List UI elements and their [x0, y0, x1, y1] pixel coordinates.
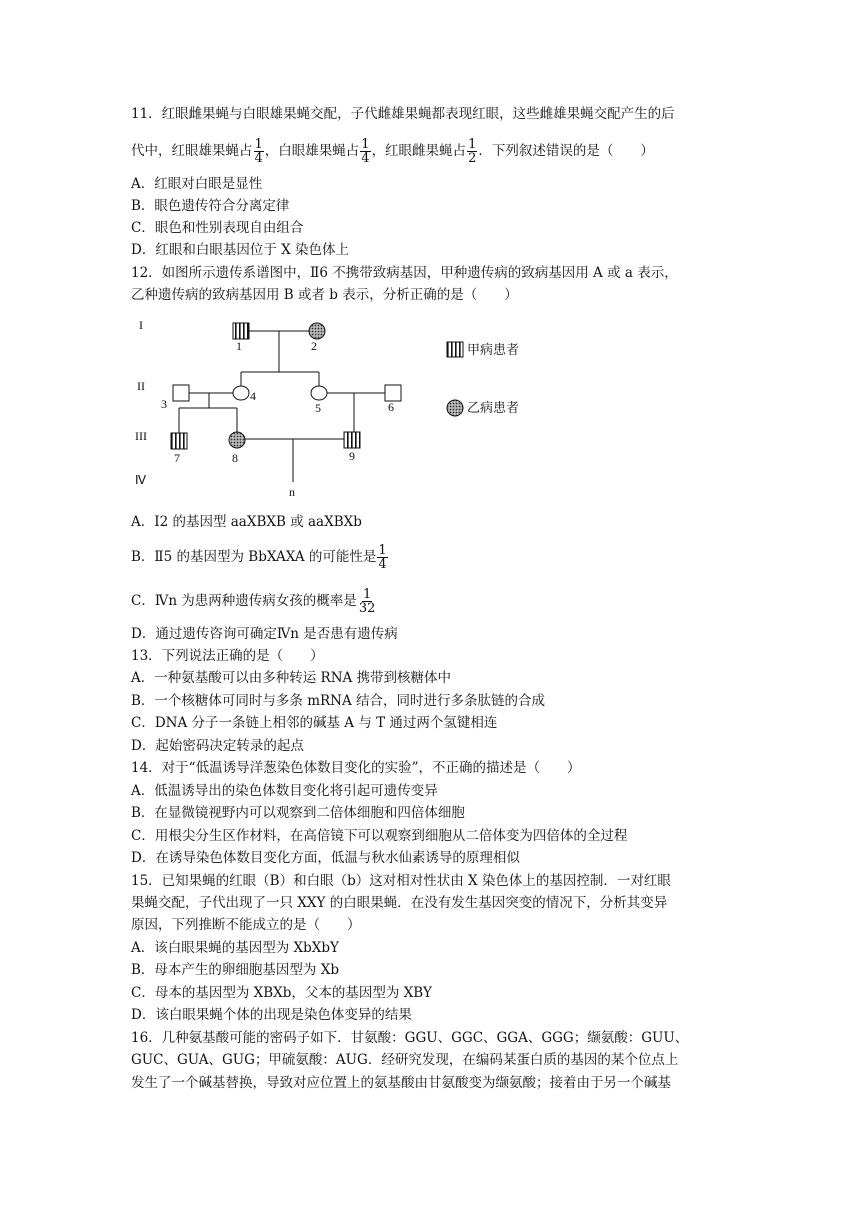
q14-stem: 14．对于“低温诱导洋葱染色体数目变化的实验”，不正确的描述是（ ）: [131, 760, 581, 776]
q13-option-c: C．DNA 分子一条链上相邻的碱基 A 与 T 通过两个氢键相连: [131, 715, 498, 731]
individual-8-label: 8: [232, 451, 238, 465]
individual-9-label: 9: [349, 449, 355, 463]
q15-stem-line1: 15．已知果蝇的红眼（B）和白眼（b）这对相对性状由 X 染色体上的基因控制．一对红眼: [131, 873, 671, 889]
q11-stem-line2: [131, 138, 654, 165]
q12-option-a: A．Ⅰ2 的基因型 aaXBXB 或 aaXBXb: [131, 514, 362, 530]
q12-option-b: [131, 544, 389, 571]
individual-7-male-jia: [171, 433, 187, 449]
q11-option-b: B．眼色遗传符合分离定律: [131, 198, 290, 214]
individual-1-label: 1: [236, 339, 242, 353]
legend-jia-symbol: [447, 342, 463, 357]
q12-option-d: D．通过遗传咨询可确定Ⅳn 是否患有遗传病: [131, 626, 398, 642]
q14-option-a: A．低温诱导出的染色体数目变化将引起可遗传变异: [131, 783, 438, 799]
individual-5-label: 5: [315, 401, 321, 415]
individual-n-label: n: [289, 485, 295, 499]
q12-option-c-fraction: $\frac{1}{32}$: [358, 587, 376, 616]
q12-stem-line2: 乙种遗传病的致病基因用 B 或者 b 表示，分析正确的是（ ）: [131, 287, 518, 303]
q15-option-a: A．该白眼果蝇的基因型为 XbXbY: [131, 940, 339, 956]
q16-stem-line1: 16．几种氨基酸可能的密码子如下．甘氨酸：GGU、GGC、GGA、GGG；缬氨酸：GUU、: [131, 1030, 689, 1046]
individual-6-label: 6: [388, 400, 394, 414]
q13-option-a: A．一种氨基酸可以由多种转运 RNA 携带到核糖体中: [131, 670, 452, 686]
legend-yi-label: 乙病患者: [467, 401, 520, 416]
gen-label-4: Ⅳ: [135, 473, 147, 487]
q12-option-b-text: B．Ⅱ5 的基因型为 BbXAXA 的可能性是: [131, 549, 377, 565]
q11-stem-line1: 11．红眼雌果蝇与白眼雄果蝇交配，子代雌雄果蝇都表现红眼，这些雌雄果蝇交配产生的后: [131, 106, 675, 122]
individual-5-female: [311, 386, 327, 400]
q15-option-b: B．母本产生的卵细胞基因型为 Xb: [131, 962, 339, 978]
gen-label-2: II: [137, 379, 145, 393]
q13-option-b: B．一个核糖体可同时与多条 mRNA 结合，同时进行多条肽链的合成: [131, 693, 546, 709]
individual-8-female-yi: [229, 432, 245, 448]
individual-4-label: 4: [250, 389, 256, 403]
q11-option-a: A．红眼对白眼是显性: [131, 176, 263, 192]
pedigree-chart: [131, 312, 551, 504]
legend-yi-symbol: [447, 400, 463, 416]
q11-fraction-2: $\frac{1}{4}$: [361, 137, 370, 166]
individual-4-female: [233, 386, 249, 400]
q11-text-b: ，白眼雄果蝇占: [264, 143, 360, 159]
q12-option-c-text: C．Ⅳn 为患两种遗传病女孩的概率是: [131, 593, 357, 609]
q16-stem-line2: GUC、GUA、GUG；甲硫氨酸：AUG．经研究发现，在编码某蛋白质的基因的某个位点上: [131, 1052, 679, 1068]
q14-option-d: D．在诱导染色体数目变化方面，低温与秋水仙素诱导的原理相似: [131, 850, 520, 866]
q14-option-c: C．用根尖分生区作材料，在高倍镜下可以观察到细胞从二倍体变为四倍体的全过程: [131, 828, 628, 844]
individual-2-label: 2: [311, 339, 317, 353]
q13-option-d: D．起始密码决定转录的起点: [131, 738, 304, 754]
q11-fraction-3: $\frac{1}{2}$: [468, 137, 477, 166]
q12-option-c: [131, 588, 377, 615]
individual-9-male-jia: [344, 432, 360, 448]
individual-3-male: [173, 385, 189, 401]
q15-option-d: D．该白眼果蝇个体的出现是染色体变异的结果: [131, 1007, 412, 1023]
individual-6-male: [385, 385, 401, 401]
q15-stem-line3: 原因，下列推断不能成立的是（ ）: [131, 917, 361, 933]
q11-text-c: ，红眼雌果蝇占: [371, 143, 467, 159]
gen-label-3: III: [135, 429, 147, 443]
q13-stem: 13．下列说法正确的是（ ）: [131, 648, 324, 664]
q15-option-c: C．母本的基因型为 XBXb，父本的基因型为 XBY: [131, 985, 432, 1001]
q11-fraction-1: $\frac{1}{4}$: [254, 137, 263, 166]
legend-jia-label: 甲病患者: [467, 343, 520, 358]
q11-text-a: 代中，红眼雄果蝇占: [131, 143, 253, 159]
q12-stem-line1: 12．如图所示遗传系谱图中，Ⅱ6 不携带致病基因，甲种遗传病的致病基因用 A 或 a 表示，: [131, 265, 678, 281]
individual-3-label: 3: [161, 397, 167, 411]
individual-1-male-jia: [233, 323, 249, 339]
q12-option-b-fraction: $\frac{1}{4}$: [378, 543, 387, 572]
q16-stem-line3: 发生了一个碱基替换，导致对应位置上的氨基酸由甘氨酸变为缬氨酸；接着由于另一个碱基: [131, 1075, 671, 1091]
q11-text-d: ．下列叙述错误的是（ ）: [478, 143, 654, 159]
q15-stem-line2: 果蝇交配，子代出现了一只 XXY 的白眼果蝇．在没有发生基因突变的情况下，分析其变异: [131, 895, 668, 911]
q14-option-b: B．在显微镜视野内可以观察到二倍体细胞和四倍体细胞: [131, 805, 465, 821]
individual-7-label: 7: [174, 451, 180, 465]
q11-option-c: C．眼色和性别表现自由组合: [131, 220, 304, 236]
q11-option-d: D．红眼和白眼基因位于 X 染色体上: [131, 242, 350, 258]
gen-label-1: I: [139, 318, 143, 332]
individual-2-female-yi: [309, 323, 325, 339]
